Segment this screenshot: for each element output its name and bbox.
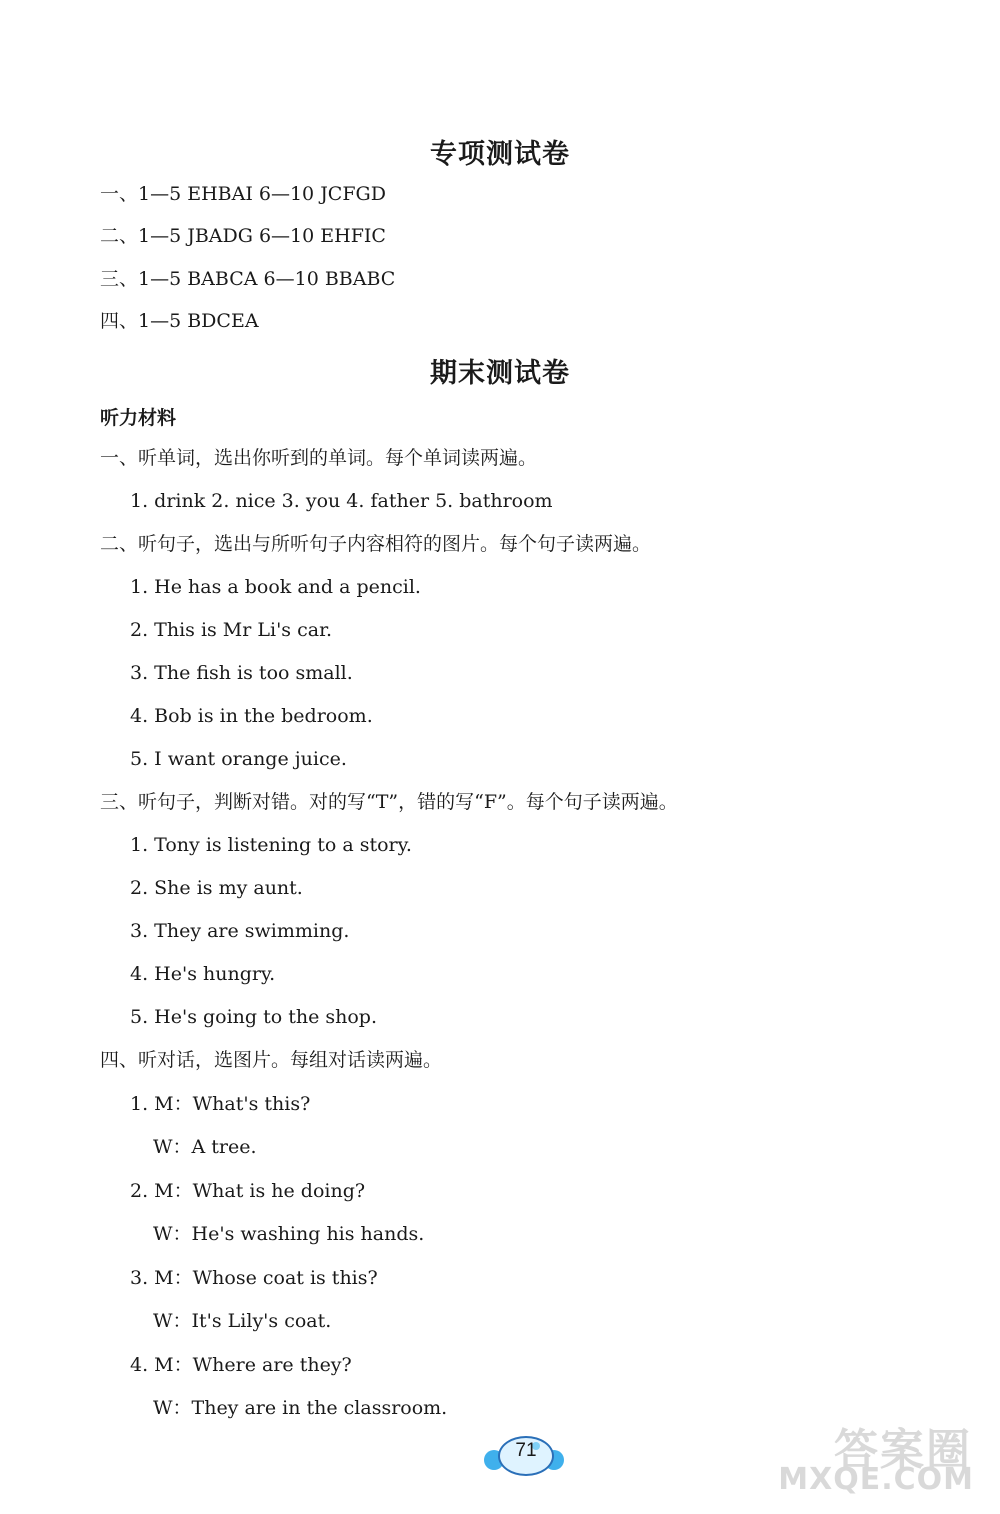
dialogue-m-line: 3. M：Whose coat is this? xyxy=(130,1267,378,1289)
section-title-final-test: 期末测试卷 xyxy=(430,358,570,389)
part1-items: 1. drink 2. nice 3. you 4. father 5. bathroom xyxy=(130,490,553,512)
answer-line-2: 二、1—5 JBADG 6—10 EHFIC xyxy=(100,225,386,247)
part3-item: 3. They are swimming. xyxy=(130,920,350,942)
part2-item: 5. I want orange juice. xyxy=(130,748,347,770)
answer-line-4: 四、1—5 BDCEA xyxy=(100,310,259,332)
answer-line-1: 一、1—5 EHBAI 6—10 JCFGD xyxy=(100,183,386,205)
watermark-logo xyxy=(758,1414,978,1497)
watermark-text: 答案圈 xyxy=(834,1425,972,1476)
part3-item: 1. Tony is listening to a story. xyxy=(130,834,412,856)
part3-item: 5. He's going to the shop. xyxy=(130,1006,378,1028)
part3-item: 4. He's hungry. xyxy=(130,963,276,985)
dialogue-w-line: W：He's washing his hands. xyxy=(153,1223,425,1245)
part2-item: 3. The fish is too small. xyxy=(130,662,353,684)
dialogue-w-line: W：A tree. xyxy=(153,1136,257,1158)
page-number: 71 xyxy=(515,1440,537,1461)
part2-item: 2. This is Mr Li's car. xyxy=(130,619,333,641)
listening-material-heading: 听力材料 xyxy=(100,407,177,429)
dialogue-m-line: 2. M：What is he doing? xyxy=(130,1180,366,1202)
part2-heading: 二、听句子，选出与所听句子内容相符的图片。每个句子读两遍。 xyxy=(100,533,652,555)
page-number-badge xyxy=(484,1434,566,1474)
dialogue-m-line: 1. M：What's this? xyxy=(130,1093,311,1115)
part3-item: 2. She is my aunt. xyxy=(130,877,303,899)
part2-item: 4. Bob is in the bedroom. xyxy=(130,705,373,727)
answer-line-3: 三、1—5 BABCA 6—10 BBABC xyxy=(100,268,396,290)
dialogue-w-line: W：They are in the classroom. xyxy=(153,1397,448,1419)
watermark-url: MXQE.COM xyxy=(778,1462,974,1497)
part3-heading: 三、听句子，判断对错。对的写“T”，错的写“F”。每个句子读两遍。 xyxy=(100,791,678,813)
dialogue-m-line: 4. M：Where are they? xyxy=(130,1354,352,1376)
section-title-special-test: 专项测试卷 xyxy=(430,139,570,170)
part4-heading: 四、听对话，选图片。每组对话读两遍。 xyxy=(100,1049,443,1071)
dialogue-w-line: W：It's Lily's coat. xyxy=(153,1310,332,1332)
part2-item: 1. He has a book and a pencil. xyxy=(130,576,421,598)
part1-heading: 一、听单词，选出你听到的单词。每个单词读两遍。 xyxy=(100,447,538,469)
